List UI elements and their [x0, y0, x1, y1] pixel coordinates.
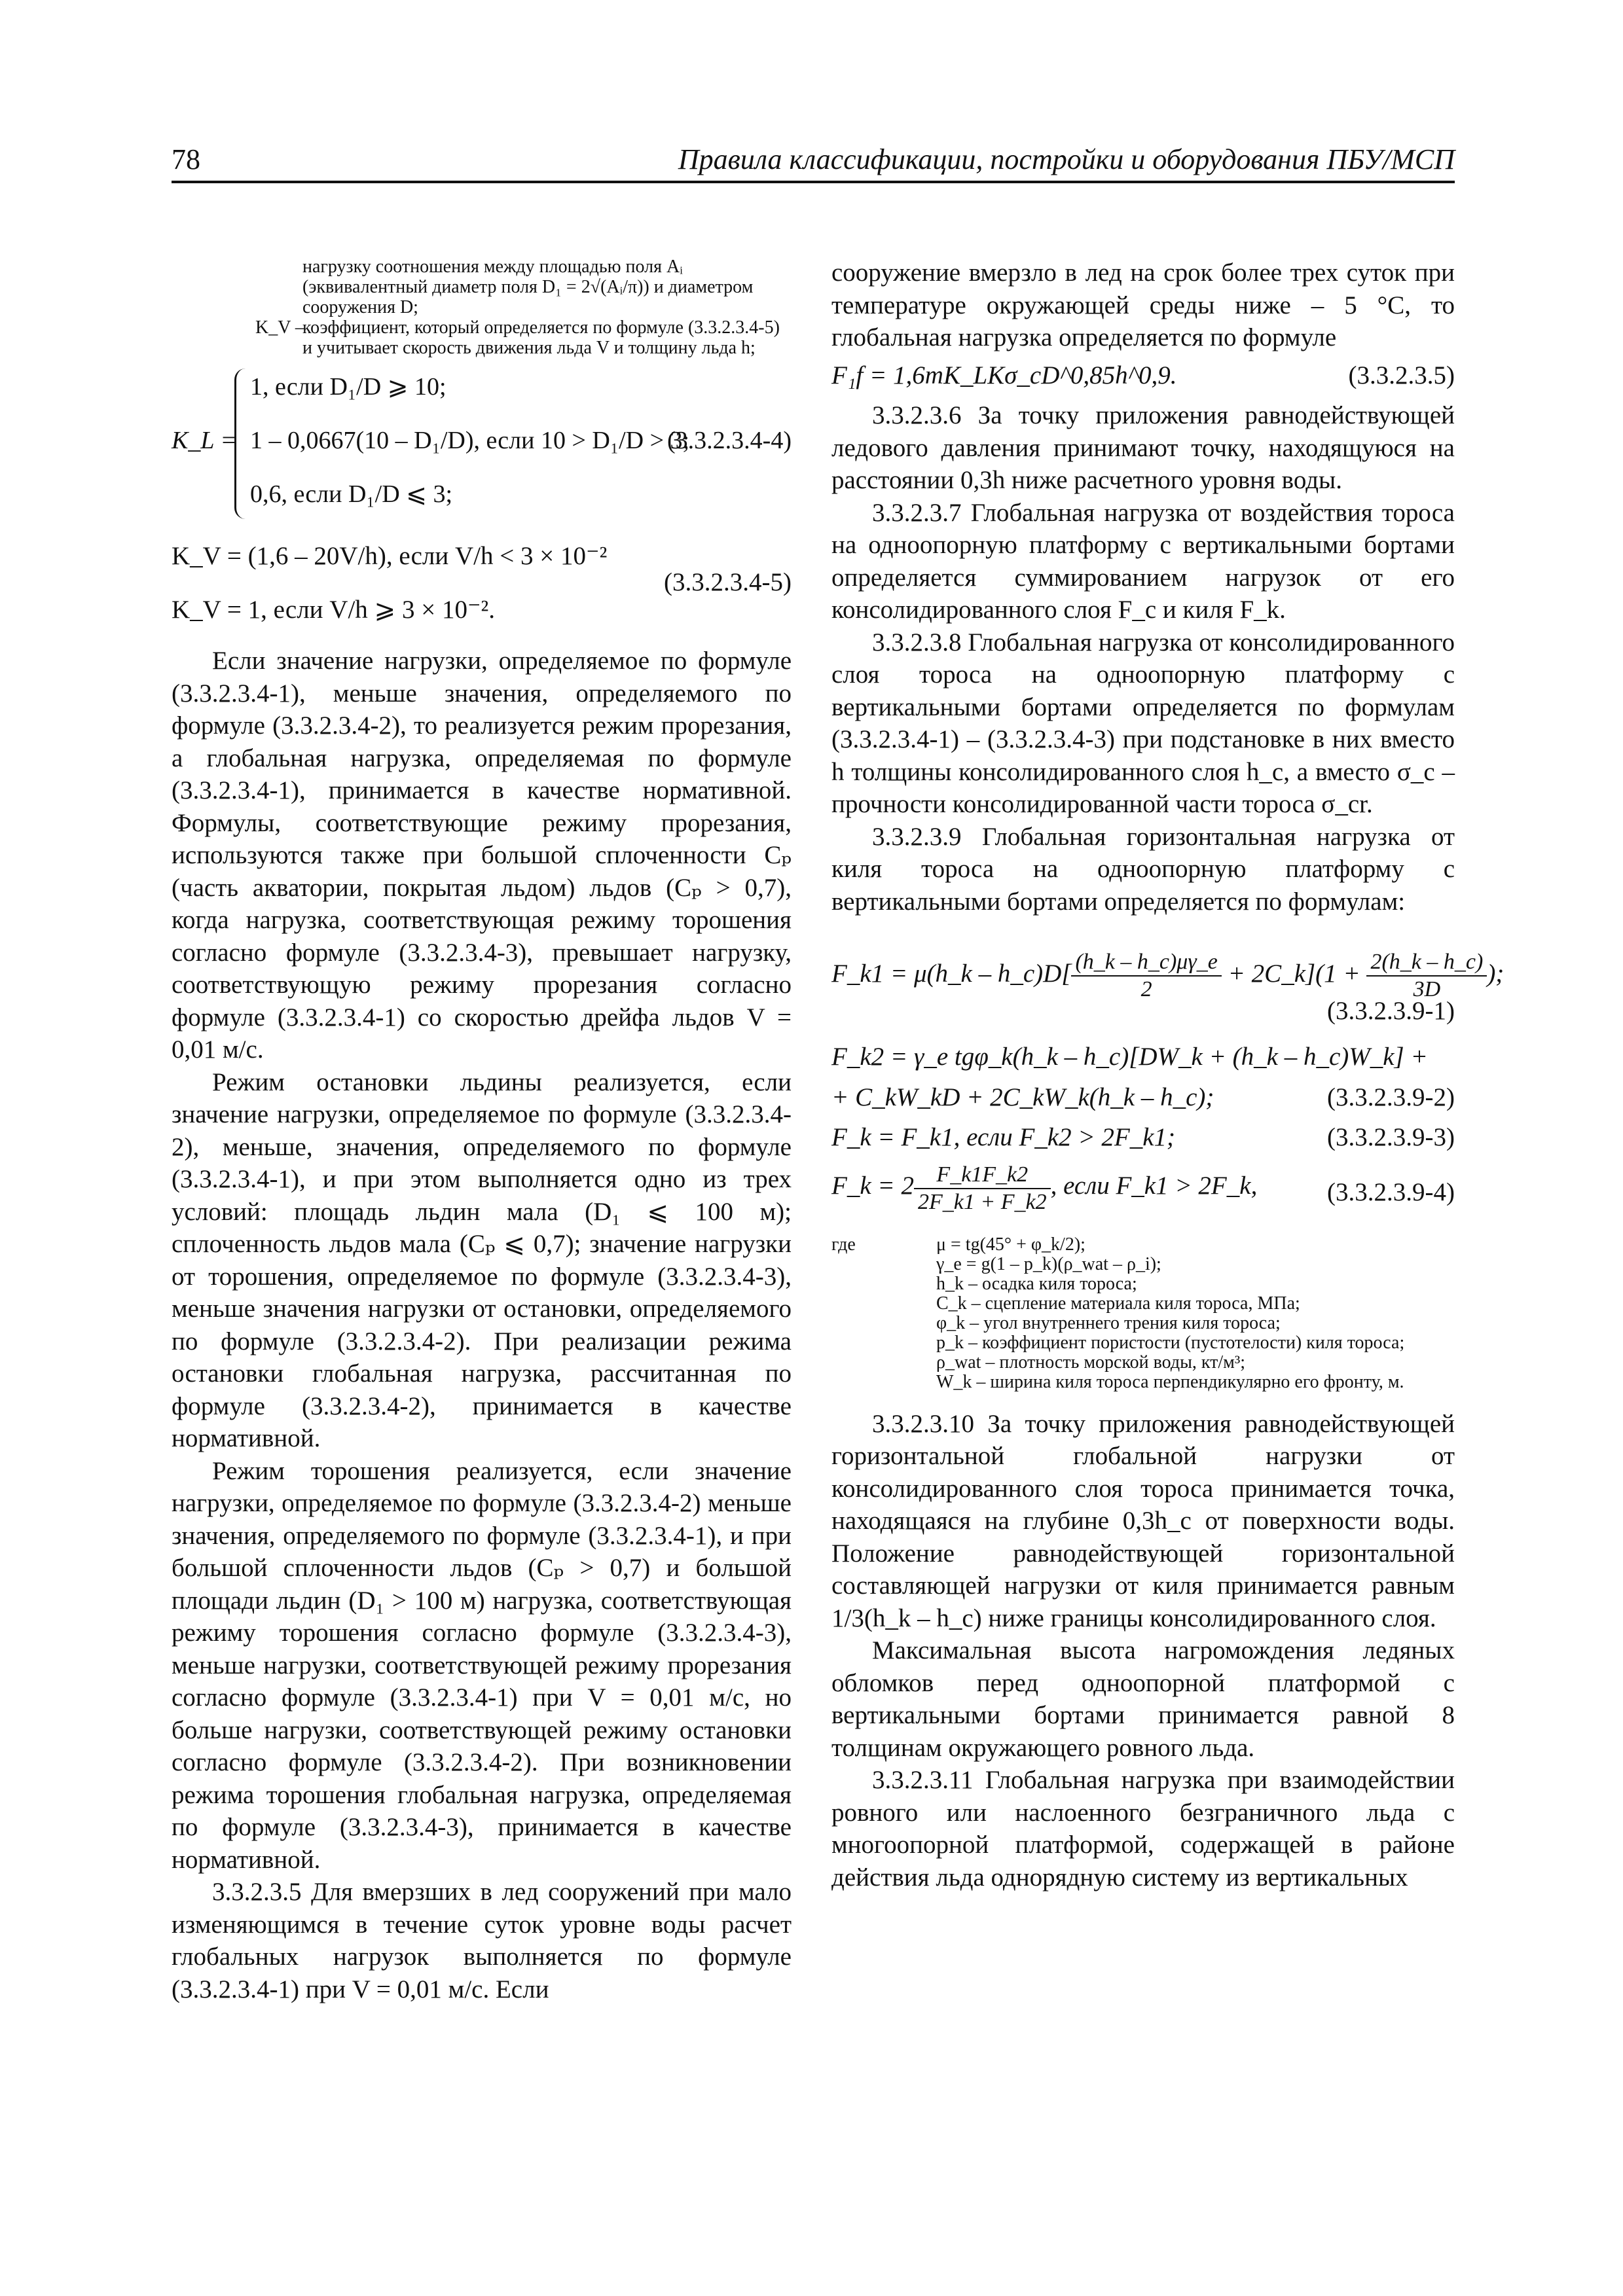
fraction-denominator: 2F_k1 + F_k2 — [917, 1189, 1047, 1214]
equation-number: (3.3.2.3.9-4) — [1327, 1177, 1455, 1206]
fk1-fraction-1 — [1071, 949, 1221, 1003]
formula-3-3-2-3-5 — [831, 359, 1455, 392]
list-item: γ_e = g(1 – p_k)(ρ_wat – ρ_i); — [936, 1253, 1161, 1274]
where-label: где — [831, 1234, 856, 1255]
definition-intro: нагрузку соотношения между площадью поля Aᵢ (эквивалентный диаметр поля D₁ = 2√(Aᵢ/π)) и диаметром сооружения D; — [302, 257, 754, 317]
fraction-denominator: 3D — [1413, 977, 1441, 1001]
list-item: C_k – сцепление материала киля тороса, МПа; — [936, 1293, 1300, 1314]
list-item: h_k – осадка киля тороса; — [936, 1273, 1137, 1294]
fraction-numerator: 2(h_k – h_c) — [1366, 949, 1487, 977]
paragraph-max-height: Максимальная высота нагромождения ледяных обломков перед одноопорной платформой с вертикальными бортами принимается равной 8 толщинам окружающего ровного льда. — [831, 1636, 1455, 1762]
paragraph-cutting-mode: Если значение нагрузки, определяемое по формуле (3.3.2.3.4-1), меньше значения, определяемого по формуле (3.3.2.3.4-2), то реализуется режим прорезания, а глобальная нагрузка, определяемая по формуле (3.3.2.3.4-1), принимается в качестве нормативной. Формулы, соответствующие режиму прорезания, используются также при большой сплоченности Cₚ (часть акватории, покрытая льдом) льдов (Cₚ > 0,7), когда нагрузка, соответствующая режиму торошения согласно формуле (3.3.2.3.4-3), превышает нагрузку, соответствующую режиму прорезания согласно формуле (3.3.2.3.4-1) со скоростью дрейфа льдов V = 0,01 м/с. — [172, 647, 792, 1064]
paragraph-ridging-mode: Режим торошения реализуется, если значение нагрузки, определяемое по формуле (3.3.2.3.4-2) меньше значения, определяемого по формуле (3.3.2.3.4-1), и при большой сплоченности льдов (Cₚ > 0,7) и большой площади льдин (D₁ > 100 м) нагрузка, соответствующая режиму торошения согласно формуле (3.3.2.3.4-3), меньше нагрузки, соответствующей режиму прорезания согласно формуле (3.3.2.3.4-1) при V = 0,01 м/с, но больше нагрузки, соответствующей режиму остановки согласно формуле (3.3.2.3.4-2). При возникновении режима торошения глобальная нагрузка, определяемая по формуле (3.3.2.3.4-3), принимается в качестве нормативной. — [172, 1456, 792, 1874]
kv-line-1: K_V = (1,6 – 20V/h), если V/h < 3 × 10⁻² — [172, 542, 608, 570]
formula-fk2-second: + C_kW_kD + 2C_kW_k(h_k – h_c); — [831, 1083, 1214, 1111]
running-title: Правила классификации, постройки и оборудования ПБУ/МСП — [678, 143, 1455, 175]
formula-f1f: F₁f = 1,6mK_LKσ_cD^0,85h^0,9. — [831, 361, 1177, 389]
paragraph-3-3-2-3-10: 3.3.2.3.10 За точку приложения равнодействующей горизонтальной глобальной нагрузки от консолидированного слоя тороса принимается точка, находящаяся на глубине 0,3h_c от поверхности воды. Положение равнодействующей горизонтальной составляющей нагрузки от киля принимается равным 1/3(h_k – h_c) ниже границы консолидированного слоя. — [831, 1409, 1455, 1632]
kv-equation-number: (3.3.2.3.4-5) — [664, 568, 792, 596]
fk4-fraction — [914, 1162, 1051, 1215]
variable-definitions — [831, 1235, 1455, 1392]
formula-fk3 — [831, 1121, 1455, 1154]
fraction-numerator: F_k1F_k2 — [914, 1162, 1051, 1189]
paragraph-3-3-2-3-8: 3.3.2.3.8 Глобальная нагрузка от консолидированного слоя тороса на одноопорную платформу с вертикальными бортами определяется по формулам (3.3.2.3.4-1) – (3.3.2.3.4-3) при подстановке в них вместо h толщины консолидированного слоя h_c, а вместо σ_c – прочности консолидированной части тороса σ_cr. — [831, 628, 1455, 818]
list-item: ρ_wat – плотность морской воды, кт/м³; — [936, 1352, 1246, 1372]
paragraph-stop-mode: Режим остановки льдины реализуется, если значение нагрузки, определяемое по формуле (3.3.2.3.4-2), меньше, значения, определяемого по формуле (3.3.2.3.4-1), и при этом выполняется одно из трех условий: площадь льдин мала (D₁ ⩽ 100 м); сплоченность льдов мала (Cₚ ⩽ 0,7); значение нагрузки от торошения, определяемое по формуле (3.3.2.3.4-3), меньше значения нагрузки от остановки, определяемого по формуле (3.3.2.3.4-2). При реализации режима остановки глобальная нагрузка, рассчитанная по формуле (3.3.2.3.4-2), принимается в качестве нормативной. — [172, 1067, 792, 1452]
formula-fk3-body: F_k = F_k1, если F_k2 > 2F_k1; — [831, 1123, 1176, 1151]
equation-number: (3.3.2.3.9-2) — [1327, 1083, 1455, 1111]
formula-fk1 — [831, 931, 1504, 1025]
list-item: μ = tg(45° + φ_k/2); — [936, 1234, 1085, 1255]
left-column — [172, 257, 792, 2005]
formula-fk4-body — [831, 1162, 1258, 1214]
paragraph-3-3-2-3-9: 3.3.2.3.9 Глобальная горизонтальная нагрузка от киля тороса на одноопорную платформу с вертикальными бортами определяется по формулам: — [831, 822, 1455, 916]
kl-brace — [234, 368, 246, 519]
paragraph-3-3-2-3-11: 3.3.2.3.11 Глобальная нагрузка при взаимодействии ровного или наслоенного безграничного льда с многоопорной платформой, содержащей в районе действия льда однорядную систему из вертикальных — [831, 1766, 1455, 1892]
paragraph-3-3-2-3-7: 3.3.2.3.7 Глобальная нагрузка от воздействия тороса на одноопорную платформу с вертикальными бортами определяется суммированием нагрузок от его консолидированного слоя F_c и киля F_k. — [831, 498, 1455, 624]
kv-definition-text: коэффициент, который определяется по формуле (3.3.2.3.4-5) и учитывает скорость движения льда V и толщину льда h; — [302, 317, 780, 358]
kl-formula — [172, 362, 792, 526]
where-list — [831, 1235, 1455, 1392]
formula-fk4 — [831, 1162, 1455, 1221]
kv-line-2: K_V = 1, если V/h ⩾ 3 × 10⁻². — [172, 596, 495, 624]
paragraph-3-3-2-3-5: 3.3.2.3.5 Для вмерзших в лед сооружений при мало изменяющимся в течение суток уровне воды расчет глобальных нагрузок выполняется по формуле (3.3.2.3.4-1) при V = 0,01 м/с. Если — [172, 1878, 792, 2003]
formula-fk2-line-2 — [831, 1081, 1455, 1114]
right-column — [831, 257, 1504, 1893]
formula-fk2-first: F_k2 = γ_e tgφ_k(h_k – h_c)[DW_k + (h_k – h_c)W_k] + — [831, 1043, 1428, 1071]
kl-lhs: K_L = — [172, 427, 237, 454]
fk1-part-b: + 2C_k](1 + — [1228, 959, 1360, 988]
fk1-part-c: ); — [1487, 959, 1504, 988]
paragraph-3-3-2-3-6: 3.3.2.3.6 За точку приложения равнодействующей ледового давления принимают точку, находящуюся на расстоянии 0,3h ниже расчетного уровня воды. — [831, 401, 1455, 494]
page-number: 78 — [172, 143, 200, 175]
list-item: W_k – ширина киля тороса перпендикулярно его фронту, м. — [936, 1371, 1404, 1392]
equation-number: (3.3.2.3.9-3) — [1327, 1123, 1455, 1151]
equation-number: (3.3.2.3.9-1) — [1327, 997, 1455, 1025]
fk1-part-a: F_k1 = μ(h_k – h_c)D[ — [831, 959, 1072, 988]
fraction-numerator: (h_k – h_c)μγ_e — [1071, 949, 1221, 977]
header-rule — [172, 181, 1455, 183]
list-item: p_k – коэффициент пористости (пустотелости) киля тороса; — [936, 1332, 1405, 1353]
kl-equation-number: (3.3.2.3.4-4) — [667, 427, 792, 454]
fraction-denominator: 2 — [1140, 977, 1152, 1001]
kl-case-2: 1 – 0,0667(10 – D₁/D), если 10 > D₁/D > 3; — [250, 427, 690, 454]
kl-case-3: 0,6, если D₁/D ⩽ 3; — [250, 480, 453, 508]
kl-case-1: 1, если D₁/D ⩾ 10; — [250, 373, 447, 401]
running-header — [172, 143, 1455, 179]
kv-definition — [172, 317, 792, 358]
equation-number: (3.3.2.3.5) — [1348, 361, 1455, 389]
kv-formula — [172, 540, 792, 625]
list-item: φ_k – угол внутреннего трения киля тороса; — [936, 1312, 1281, 1333]
fk4-part-a: F_k = 2 — [831, 1172, 914, 1200]
formula-fk2-line-1 — [831, 1041, 1455, 1073]
paragraph-continued: сооружение вмерзло в лед на срок более трех суток при температуре окружающей среды ниже – 5 °С, то глобальная нагрузка определяется по формуле — [831, 259, 1455, 351]
kv-symbol: K_V – — [255, 317, 304, 338]
fk4-part-b: , если F_k1 > 2F_k, — [1050, 1172, 1258, 1200]
